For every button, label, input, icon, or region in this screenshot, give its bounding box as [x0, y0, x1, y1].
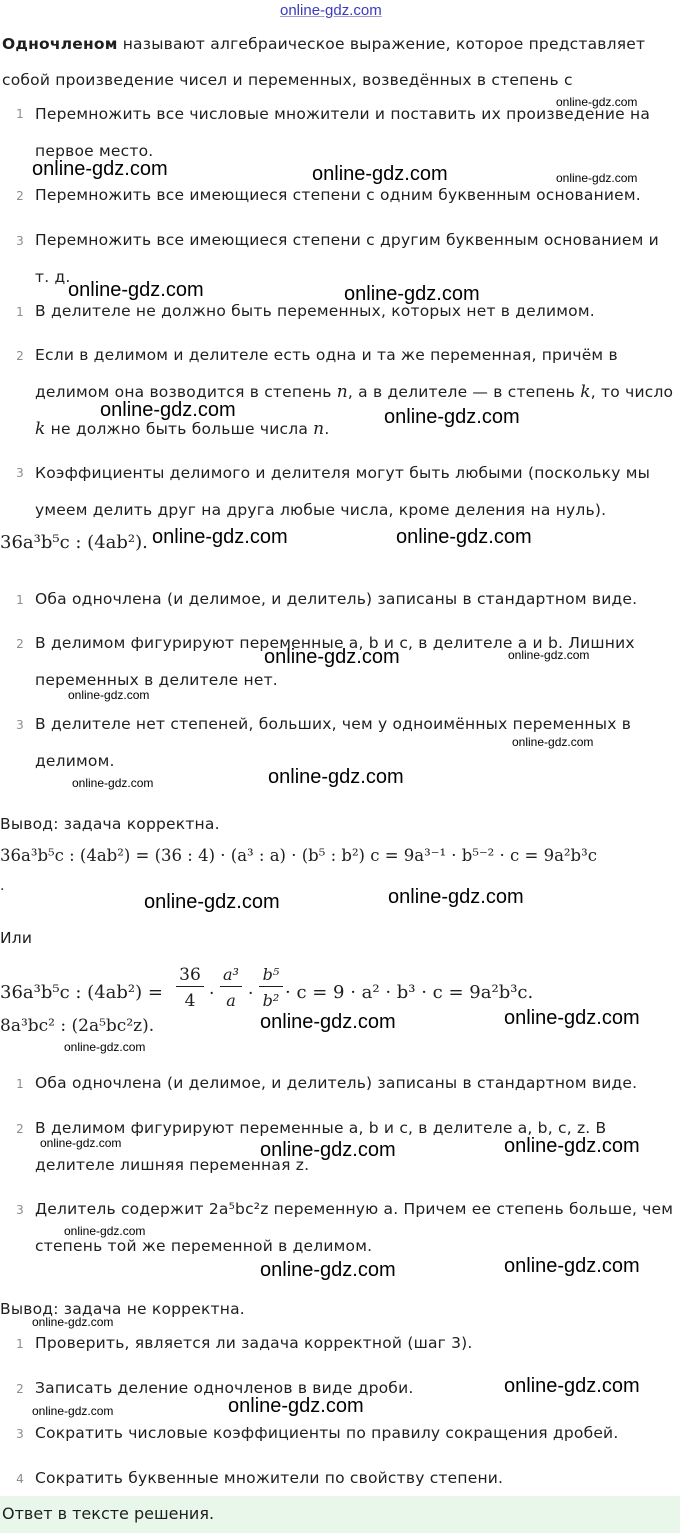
watermark: online-gdz.com [260, 1139, 396, 1161]
watermark: online-gdz.com [68, 688, 150, 702]
list3-num-1: 1 [16, 593, 24, 607]
list4-num-3: 3 [16, 1203, 24, 1217]
list2-item-1: В делителе не должно быть переменных, которых нет в делимом. [35, 302, 595, 320]
list5-item-1: Проверить, является ли задача корректной (шаг 3). [35, 1334, 473, 1352]
watermark: online-gdz.com [312, 163, 448, 185]
watermark: online-gdz.com [40, 1136, 122, 1150]
answer-text: Ответ в тексте решения. [2, 1504, 215, 1523]
watermark: online-gdz.com [64, 1040, 146, 1054]
example2-expression: 8a³bc² : (2a⁵bc²z). [0, 1016, 155, 1036]
definition-term: Одночленом [2, 35, 118, 53]
list3-num-2: 2 [16, 637, 24, 651]
watermark: online-gdz.com [32, 1315, 114, 1329]
list3-item-2: В делимом фигурируют переменные a, b и c, в делителе a и b. Лишних переменных в делителе нет. [35, 634, 635, 689]
list1-item-1: Перемножить все числовые множители и поставить их произведение на первое место. [35, 105, 651, 160]
solution2-left: 36a³b⁵c : (4ab²) = [0, 982, 163, 1003]
watermark: online-gdz.com [260, 1011, 396, 1033]
watermark: online-gdz.com [152, 526, 288, 548]
example1-expression: 36a³b⁵c : (4ab²). [0, 532, 148, 553]
watermark: online-gdz.com [556, 171, 638, 185]
definition-text: называют алгебраическое выражение, которое представляет [117, 35, 646, 53]
conclusion-incorrect: Вывод: задача не корректна. [0, 1300, 245, 1318]
fraction1-denominator: 4 [184, 991, 196, 1011]
watermark: online-gdz.com [388, 886, 524, 908]
list5-num-2: 2 [16, 1382, 24, 1396]
watermark: online-gdz.com [268, 766, 404, 788]
watermark: online-gdz.com [504, 1375, 640, 1397]
list2-item-3: Коэффициенты делимого и делителя могут быть любыми (поскольку мы умеем делить друг на друга любые числа, кроме деления на нуль). [35, 464, 651, 519]
watermark: online-gdz.com [504, 1007, 640, 1029]
list4-num-2: 2 [16, 1122, 24, 1136]
fraction2-denominator: a [226, 991, 236, 1006]
fraction1-numerator: 36 [176, 964, 204, 987]
watermark: online-gdz.com [32, 1404, 114, 1418]
watermark: online-gdz.com [384, 406, 520, 428]
list1-item-2: Перемножить все имеющиеся степени с одним буквенным основанием. [35, 186, 641, 204]
dot-1: · [209, 984, 215, 1004]
solution2-right: · c = 9 · a² · b³ · c = 9a²b³c. [285, 982, 534, 1003]
watermark: online-gdz.com [508, 648, 590, 662]
watermark: online-gdz.com [72, 776, 154, 790]
list1-num-1: 1 [16, 107, 24, 121]
list5-item-3: Сократить числовые коэффициенты по правилу сокращения дробей. [35, 1424, 619, 1442]
list2-num-3: 3 [16, 466, 24, 480]
list1-num-2: 2 [16, 189, 24, 203]
definition-line-1 [2, 26, 645, 63]
watermark: online-gdz.com [260, 1259, 396, 1281]
list5-item-2: Записать деление одночленов в виде дроби. [35, 1379, 414, 1397]
list4-item-2: В делимом фигурируют переменные a, b и c, в делителе a, b, c, z. В делителе лишняя переменная z. [35, 1119, 607, 1174]
list4-item-3: Делитель содержит 2a⁵bc²z переменную a. Причем ее степень больше, чем степень той же переменной в делимом. [35, 1200, 674, 1255]
watermark: online-gdz.com [504, 1135, 640, 1157]
or-label: Или [0, 929, 33, 947]
list2-num-2: 2 [16, 349, 24, 363]
fraction2-numerator: a³ [220, 964, 242, 987]
list2-item-2: Если в делимом и делителе есть одна и та же переменная, причём в делимом она возводится в степень n, а в делителе — в степень k, то число k не должно быть больше числа n. [35, 346, 674, 439]
solution1-period: . [0, 878, 5, 894]
list3-item-3: В делителе нет степеней, больших, чем у одноимённых переменных в делимом. [35, 715, 632, 770]
fraction3-denominator: b² [262, 991, 280, 1006]
answer-banner [0, 1496, 680, 1533]
watermark: online-gdz.com [32, 158, 168, 180]
watermark: online-gdz.com [228, 1395, 364, 1417]
list2-num-1: 1 [16, 305, 24, 319]
watermark: online-gdz.com [396, 526, 532, 548]
list3-item-1: Оба одночлена (и делимое, и делитель) записаны в стандартном виде. [35, 590, 638, 608]
site-header-link[interactable]: online-gdz.com [280, 2, 382, 19]
dot-2: · [248, 984, 254, 1004]
watermark: online-gdz.com [556, 95, 638, 109]
definition-line-2: собой произведение чисел и переменных, возведённых в степень с [2, 71, 573, 89]
list5-num-3: 3 [16, 1427, 24, 1441]
list4-item-1: Оба одночлена (и делимое, и делитель) записаны в стандартном виде. [35, 1074, 638, 1092]
watermark: online-gdz.com [100, 399, 236, 421]
fraction3-numerator: b⁵ [259, 964, 283, 987]
watermark: online-gdz.com [68, 279, 204, 301]
conclusion-correct: Вывод: задача корректна. [0, 815, 220, 833]
list5-num-1: 1 [16, 1337, 24, 1351]
watermark: online-gdz.com [64, 1224, 146, 1238]
list5-item-4: Сократить буквенные множители по свойству степени. [35, 1469, 504, 1487]
list1-item-3: Перемножить все имеющиеся степени с другим буквенным основанием и т. д. [35, 231, 659, 286]
list3-num-3: 3 [16, 718, 24, 732]
watermark: online-gdz.com [504, 1255, 640, 1277]
solution1-expression: 36a³b⁵c : (4ab²) = (36 : 4) · (a³ : a) · (b⁵ : b²) c = 9a³⁻¹ · b⁵⁻² · c = 9a²b³c [0, 846, 597, 865]
watermark: online-gdz.com [264, 646, 400, 668]
watermark: online-gdz.com [344, 283, 480, 305]
list1-num-3: 3 [16, 234, 24, 248]
watermark: online-gdz.com [512, 735, 594, 749]
list4-num-1: 1 [16, 1077, 24, 1091]
watermark: online-gdz.com [144, 891, 280, 913]
list5-num-4: 4 [16, 1472, 24, 1486]
